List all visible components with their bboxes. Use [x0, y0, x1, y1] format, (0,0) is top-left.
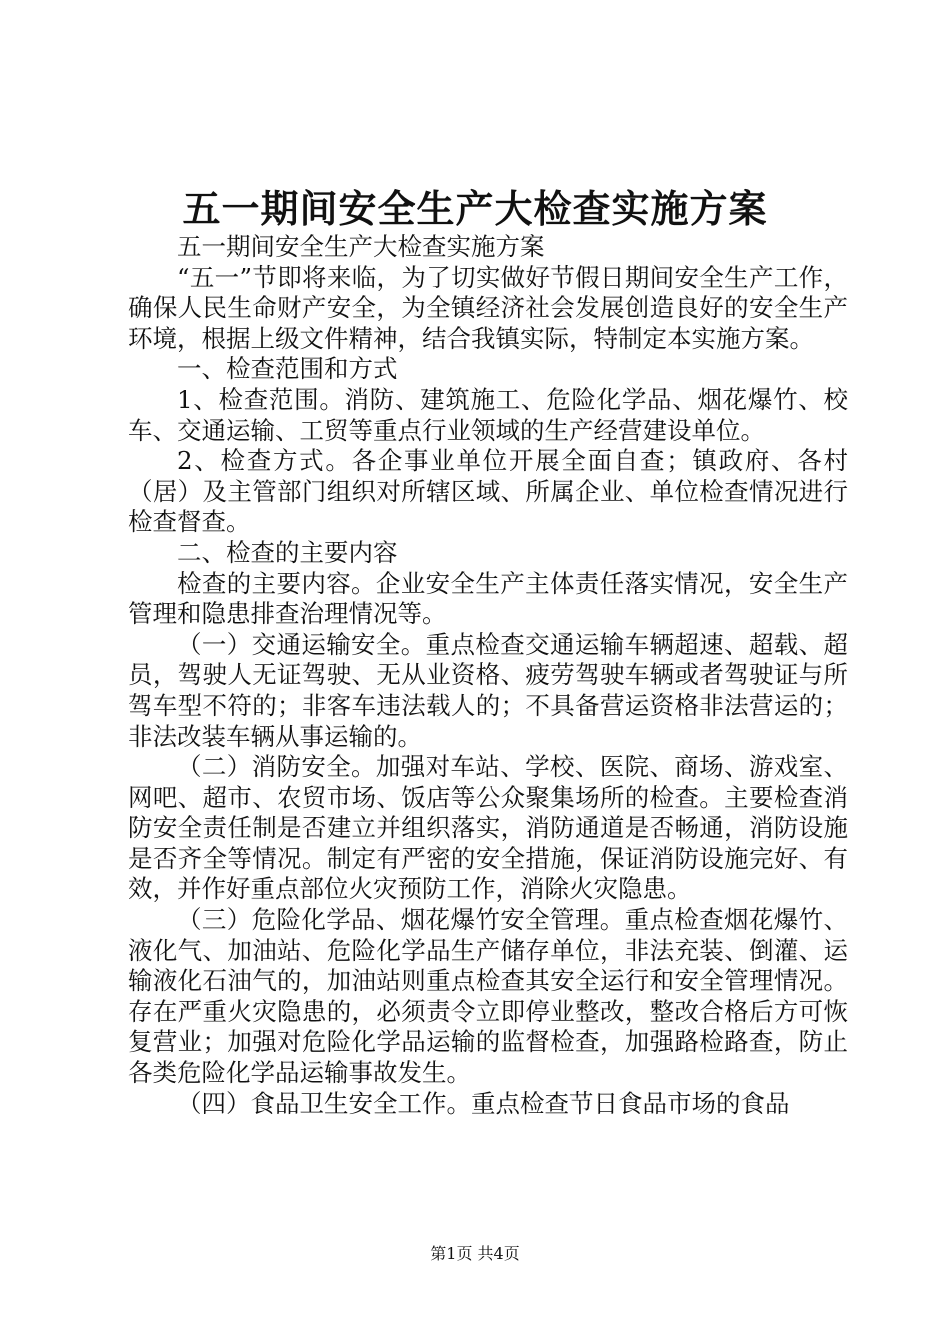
section-heading-content: 二、检查的主要内容 — [177, 537, 398, 567]
paragraph-traffic-safety: （一）交通运输安全。重点检查交通运输车辆超速、超载、超员，驾驶人无证驾驶、无从业资格、疲劳驾驶车辆或者驾驶证与所驾车型不符的；非客车违法载人的；不具备营运资格非法营运的；非法改装车辆从事运输的。 — [128, 629, 848, 751]
section-heading-scope: 一、检查范围和方式 — [177, 354, 398, 384]
document-title: 五一期间安全生产大检查实施方案 — [182, 186, 768, 231]
document-body — [128, 232, 848, 1119]
paragraph-intro: “五一”节即将来临，为了切实做好节假日期间安全生产工作，确保人民生命财产安全，为全镇经济社会发展创造良好的安全生产环境，根据上级文件精神，结合我镇实际，特制定本实施方案。 — [128, 262, 848, 353]
paragraph-content-summary: 检查的主要内容。企业安全生产主体责任落实情况，安全生产管理和隐患排查治理情况等。 — [128, 568, 848, 629]
page-number: 第1页 共4页 — [430, 1244, 520, 1263]
paragraph-fire-safety: （二）消防安全。加强对车站、学校、医院、商场、游戏室、网吧、超市、农贸市场、饭店等公众聚集场所的检查。主要检查消防安全责任制是否建立并组织落实，消防通道是否畅通，消防设施是否齐全等情况。制定有严密的安全措施，保证消防设施完好、有效，并作好重点部位火灾预防工作，消除火灾隐患。 — [128, 752, 848, 904]
paragraph-food-safety: （四）食品卫生安全工作。重点检查节日食品市场的食品 — [177, 1088, 790, 1118]
paragraph-heading-repeat: 五一期间安全生产大检查实施方案 — [177, 232, 545, 261]
paragraph-hazardous-chemicals: （三）危险化学品、烟花爆竹安全管理。重点检查烟花爆竹、液化气、加油站、危险化学品生产储存单位，非法充装、倒灌、运输液化石油气的，加油站则重点检查其安全运行和安全管理情况。存在严重火灾隐患的，必须责令立即停业整改，整改合格后方可恢复营业；加强对危险化学品运输的监督检查，加强路检路查，防止各类危险化学品运输事故发生。 — [128, 905, 848, 1088]
paragraph-scope: 1、检查范围。消防、建筑施工、危险化学品、烟花爆竹、校车、交通运输、工贸等重点行业领域的生产经营建设单位。 — [128, 384, 848, 445]
paragraph-method: 2、检查方式。各企事业单位开展全面自查；镇政府、各村（居）及主管部门组织对所辖区域、所属企业、单位检查情况进行检查督查。 — [128, 446, 848, 537]
